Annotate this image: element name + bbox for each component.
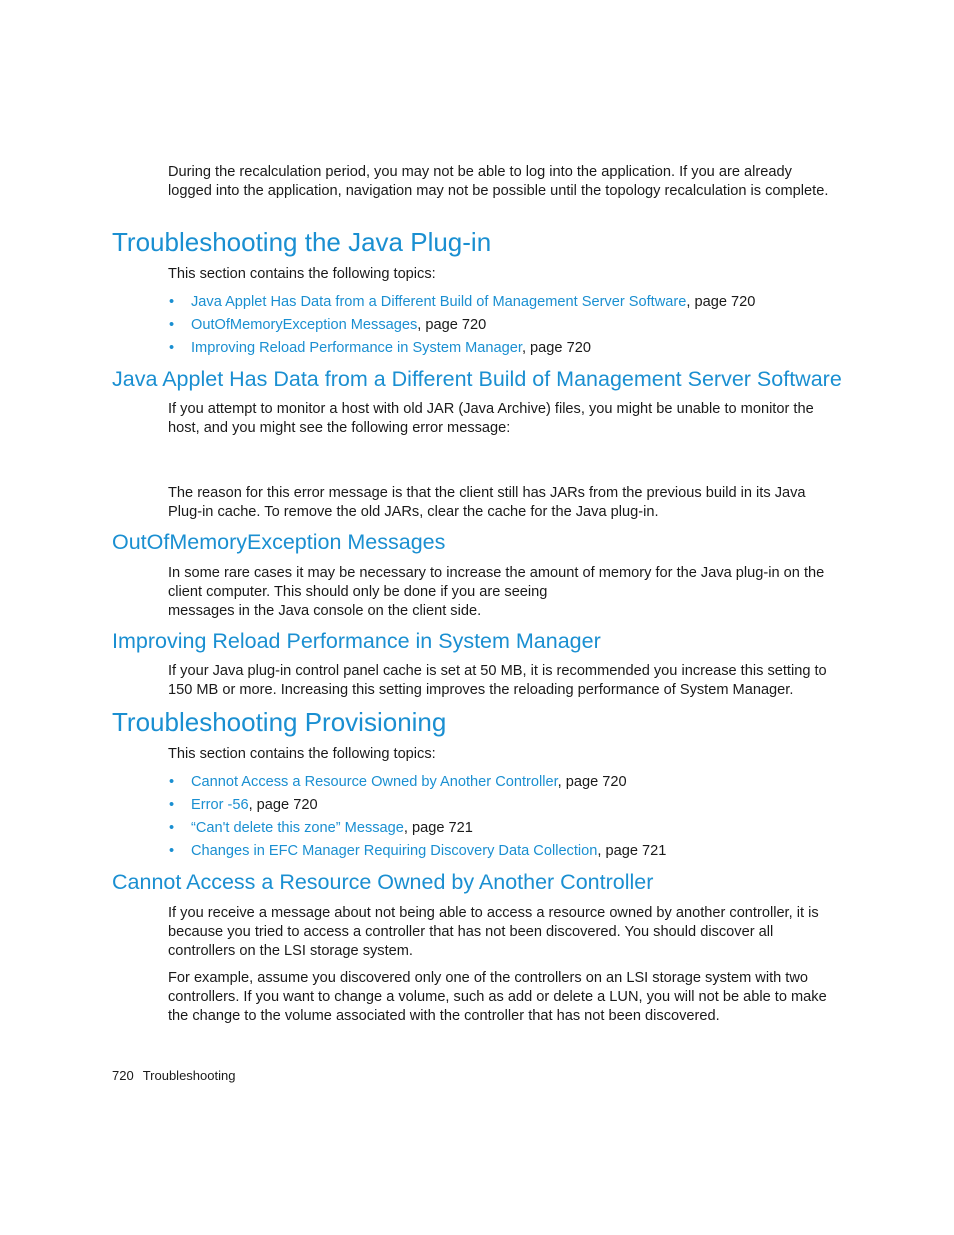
heading-reload: Improving Reload Performance in System Manager: [112, 629, 601, 653]
bullet-icon: •: [169, 294, 175, 310]
java-applet-paragraph-1: If you attempt to monitor a host with old JAR (Java Archive) files, you might be unable to monitor the host, and you might see the following error message:: [168, 401, 814, 436]
bullet-icon: •: [169, 820, 175, 836]
bullet-icon: •: [169, 797, 175, 813]
java-plugin-topics-intro: This section contains the following topics:: [168, 266, 436, 282]
topic-link-reload[interactable]: Improving Reload Performance in System Manager: [191, 340, 522, 356]
topic-page-ref: , page 721: [403, 820, 473, 836]
heading-cannot-access: Cannot Access a Resource Owned by Another Controller: [112, 870, 654, 894]
list-item: [168, 842, 836, 865]
intro-paragraph: During the recalculation period, you may not be able to log into the application. If you are already logged into the application, navigation may not be possible until the topology recalculation is complete.: [168, 164, 829, 199]
topic-page-ref: , page 720: [686, 294, 756, 310]
list-item: [168, 819, 836, 842]
java-plugin-topic-list: [168, 293, 836, 362]
bullet-icon: •: [169, 843, 175, 859]
page-footer: [112, 1067, 235, 1085]
topic-link-error-56[interactable]: Error -56: [191, 797, 249, 813]
topic-link-java-applet[interactable]: Java Applet Has Data from a Different Build of Management Server Software: [191, 294, 687, 310]
heading-provisioning: Troubleshooting Provisioning: [112, 707, 447, 737]
topic-link-oom[interactable]: OutOfMemoryException Messages: [191, 317, 418, 333]
heading-oom: OutOfMemoryException Messages: [112, 530, 446, 554]
topic-page-ref: , page 720: [521, 340, 591, 356]
bullet-icon: •: [169, 340, 175, 356]
java-applet-paragraph-2: The reason for this error message is that the client still has JARs from the previous build in its Java Plug-in cache. To remove the old JARs, clear the cache for the Java plug-in.: [168, 485, 806, 520]
topic-link-cannot-access[interactable]: Cannot Access a Resource Owned by Another Controller: [191, 774, 558, 790]
topic-link-cant-delete-zone[interactable]: “Can't delete this zone” Message: [191, 820, 404, 836]
footer-section-title: Troubleshooting: [142, 1068, 236, 1083]
heading-java-plugin: Troubleshooting the Java Plug-in: [112, 227, 492, 257]
oom-paragraph: In some rare cases it may be necessary to increase the amount of memory for the Java plug-in on the client computer. This should only be done if you are seeing messages in the Java console on the client side.: [168, 565, 825, 619]
topic-link-efc-manager[interactable]: Changes in EFC Manager Requiring Discovery Data Collection: [191, 843, 598, 859]
topic-page-ref: , page 720: [417, 317, 487, 333]
heading-java-applet: Java Applet Has Data from a Different Build of Management Server Software: [112, 367, 842, 391]
reload-paragraph: If your Java plug-in control panel cache is set at 50 MB, it is recommended you increase this setting to 150 MB or more. Increasing this setting improves the reloading performance of System Manager.: [168, 663, 827, 698]
topic-page-ref: , page 721: [597, 843, 667, 859]
cannot-access-paragraph-2: For example, assume you discovered only one of the controllers on an LSI storage system with two controllers. If you want to change a volume, such as add or delete a LUN, you will not be able to make the change to the volume associated with the controller that has not been discovered.: [168, 970, 827, 1024]
page-number: 720: [112, 1068, 134, 1083]
list-item: [168, 316, 836, 339]
bullet-icon: •: [169, 774, 175, 790]
cannot-access-paragraph-1: If you receive a message about not being able to access a resource owned by another controller, it is because you tried to access a controller that has not been discovered. You should discover all controllers on the LSI storage system.: [168, 905, 819, 959]
list-item: [168, 293, 836, 316]
provisioning-topics-intro: This section contains the following topics:: [168, 746, 436, 762]
bullet-icon: •: [169, 317, 175, 333]
list-item: [168, 339, 836, 362]
provisioning-topic-list: [168, 773, 836, 865]
list-item: [168, 796, 836, 819]
topic-page-ref: , page 720: [557, 774, 627, 790]
topic-page-ref: , page 720: [248, 797, 318, 813]
list-item: [168, 773, 836, 796]
